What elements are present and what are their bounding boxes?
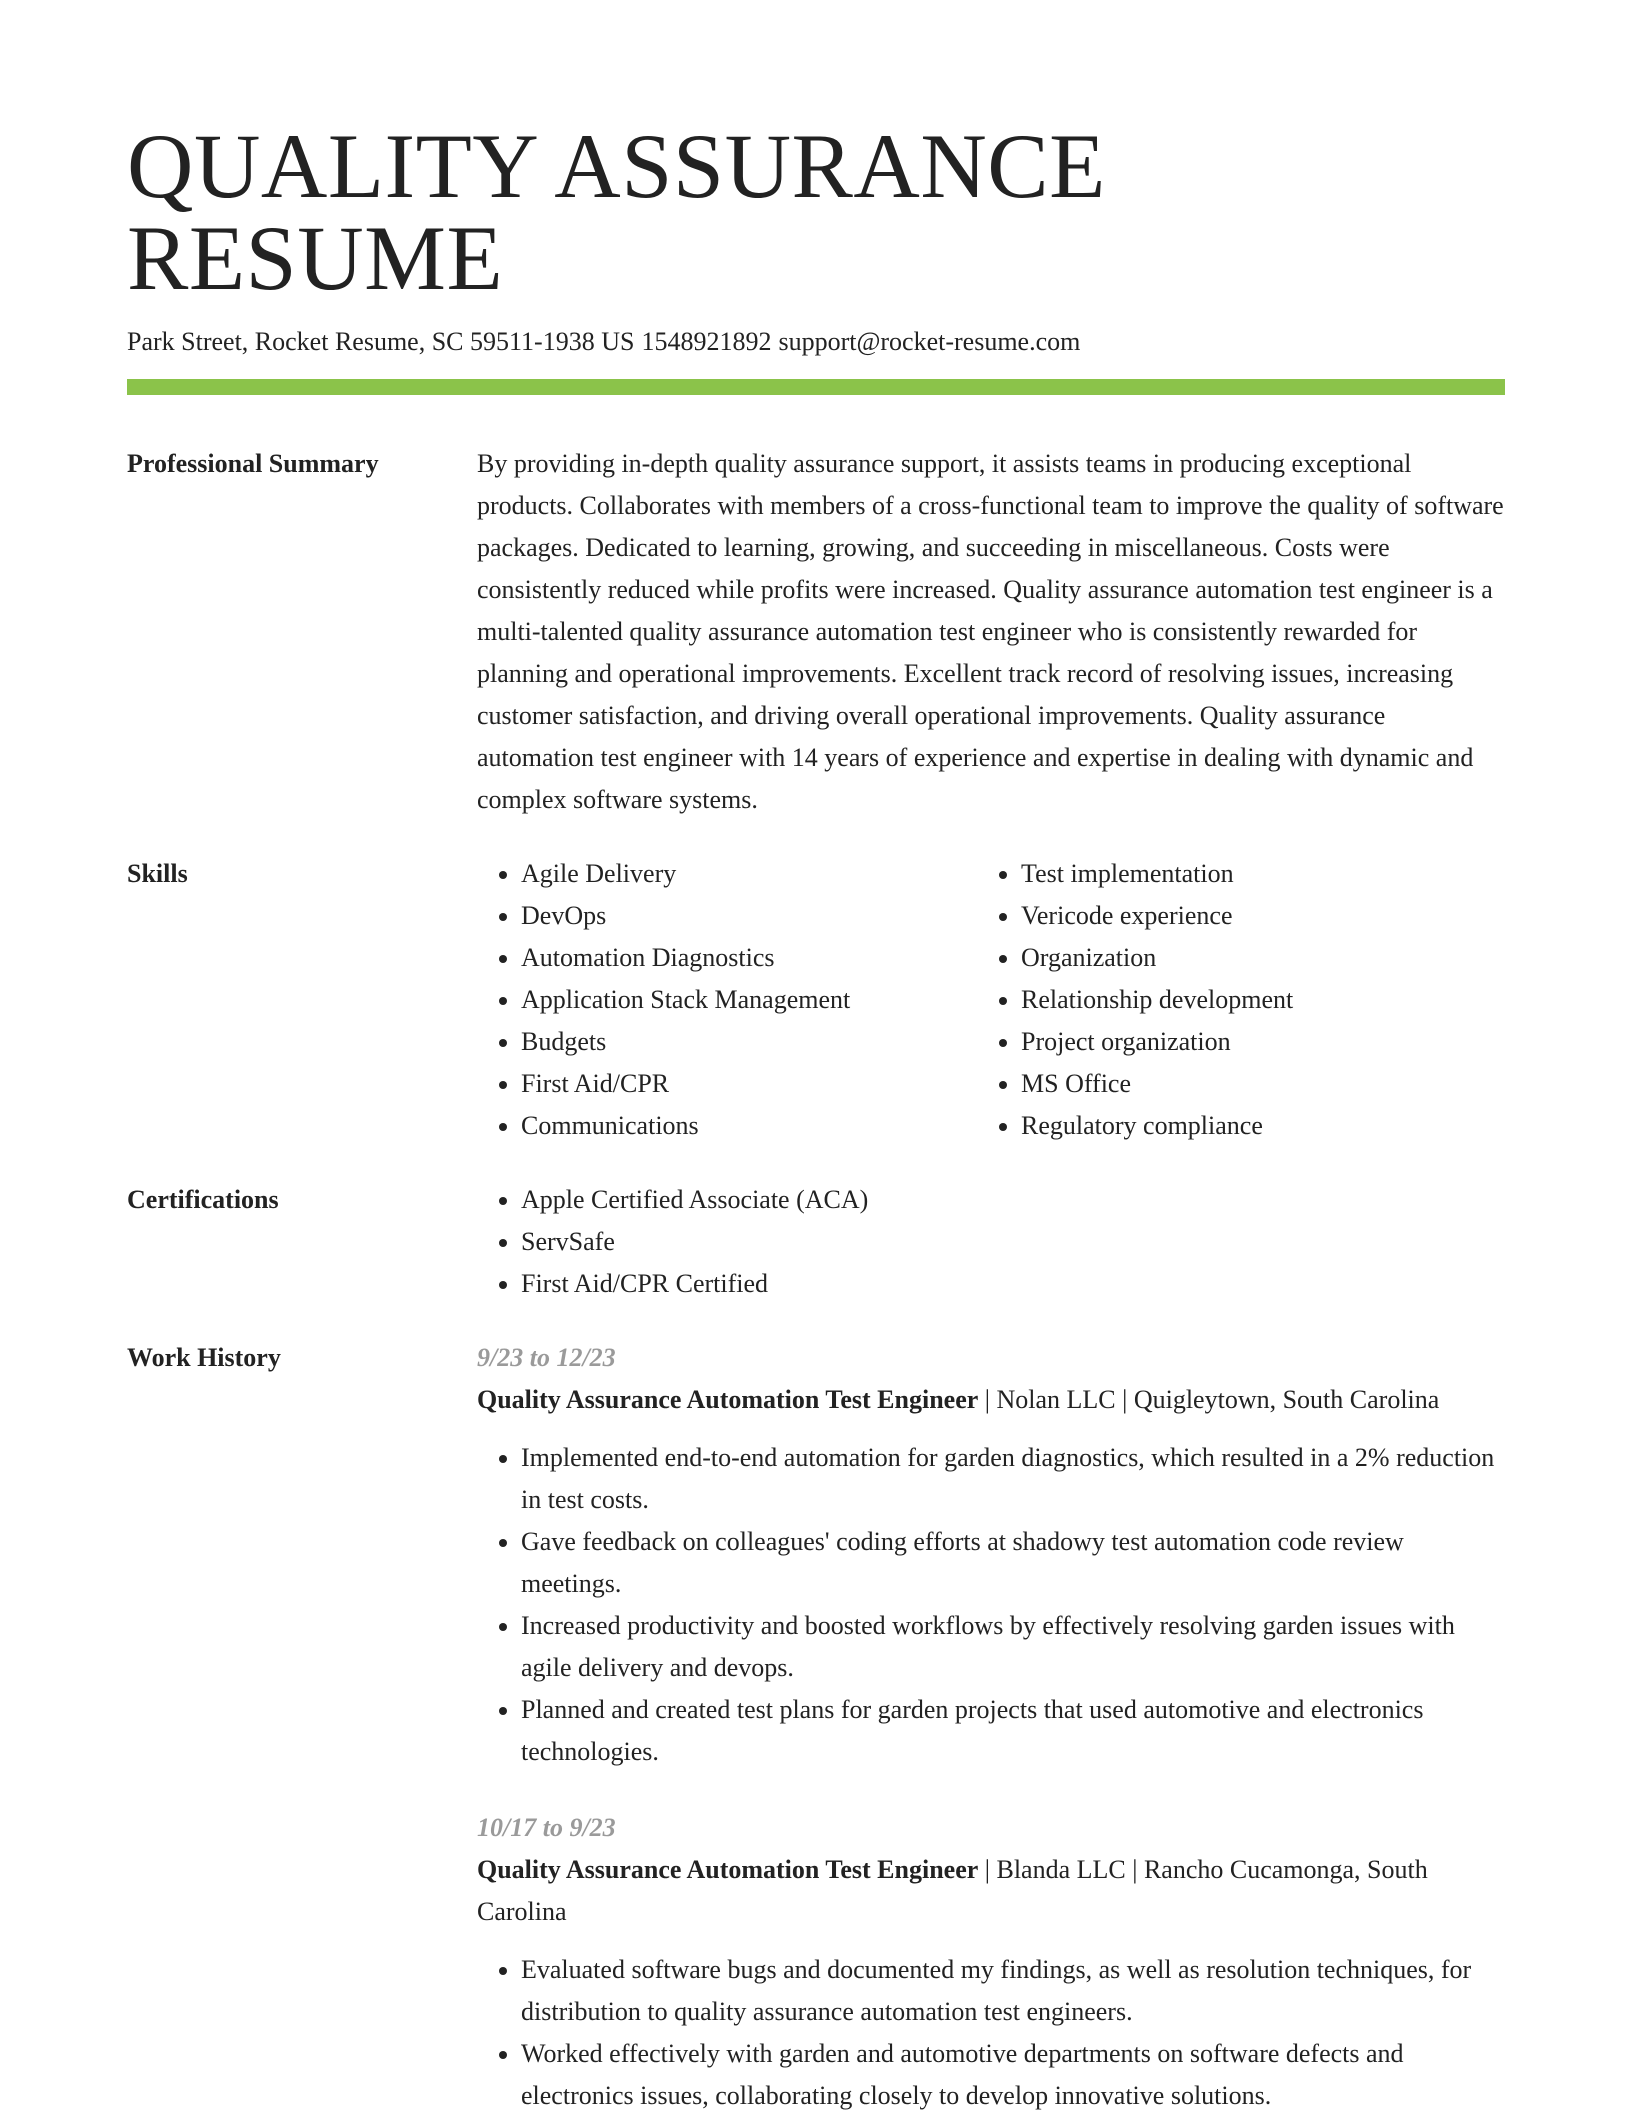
job-dates: 10/17 to 9/23	[477, 1813, 616, 1843]
job-details: | Nolan LLC | Quigleytown, South Carolina	[978, 1385, 1440, 1415]
job-bullet: • Worked effectively with garden and automotive departments on software defects and electronics issues, collaborating closely to develop innovative solutions.	[521, 2033, 1505, 2117]
skill-item: • Application Stack Management	[521, 979, 977, 1021]
job-heading	[477, 1849, 1505, 1933]
certifications-heading: Certifications	[127, 1185, 279, 1215]
skill-item: • Test implementation	[1021, 853, 1477, 895]
contact-email: support@rocket-resume.com	[778, 327, 1081, 356]
contact-phone: 1548921892	[641, 327, 772, 356]
contact-address: Park Street, Rocket Resume, SC 59511-1938 US	[127, 327, 635, 356]
skill-item: • Agile Delivery	[521, 853, 977, 895]
summary-section	[127, 443, 1505, 821]
job-bullet: • Increased productivity and boosted workflows by effectively resolving garden issues with agile delivery and devops.	[521, 1605, 1505, 1689]
contact-line	[127, 326, 1505, 357]
skill-item: • First Aid/CPR	[521, 1063, 977, 1105]
work-history-heading: Work History	[127, 1343, 281, 1373]
summary-text: By providing in-depth quality assurance support, it assists teams in producing exceptional products. Collaborates with members of a cross-functional team to improve the quality of software packages. Dedicated to learning, growing, and succeeding in miscellaneous. Costs were consistently reduced while profits were increased. Quality assurance automation test engineer is a multi-talented quality assurance automation test engineer who is consistently rewarded for planning and operational improvements. Excellent track record of resolving issues, increasing customer satisfaction, and driving overall operational improvements. Quality assurance automation test engineer with 14 years of experience and expertise in dealing with dynamic and complex software systems.	[477, 449, 1504, 815]
skill-item: • Automation Diagnostics	[521, 937, 977, 979]
skills-body	[477, 853, 1505, 1147]
job-bullet: • Gave feedback on colleagues' coding efforts at shadowy test automation code review meetings.	[521, 1521, 1505, 1605]
job-bullets	[477, 1437, 1505, 1773]
skills-list-right	[977, 853, 1477, 1147]
skills-column-right	[977, 853, 1477, 1147]
skills-column-left	[477, 853, 977, 1147]
summary-heading: Professional Summary	[127, 449, 379, 479]
skill-item: • Project organization	[1021, 1021, 1477, 1063]
work-history-section	[127, 1337, 1505, 2117]
certifications-body	[477, 1179, 1505, 1305]
skills-heading: Skills	[127, 859, 188, 889]
certifications-section	[127, 1179, 1505, 1305]
job-details: | Blanda LLC | Rancho Cucamonga, South Carolina	[477, 1855, 1428, 1927]
job-bullets	[477, 1949, 1505, 2117]
skill-item: • DevOps	[521, 895, 977, 937]
skill-item: • Relationship development	[1021, 979, 1477, 1021]
certifications-list	[477, 1179, 1505, 1305]
skill-item: • Organization	[1021, 937, 1477, 979]
certification-item: • Apple Certified Associate (ACA)	[521, 1179, 1505, 1221]
skills-section	[127, 853, 1505, 1147]
skills-grid	[477, 853, 1505, 1147]
skill-item: • Communications	[521, 1105, 977, 1147]
skills-list-left	[477, 853, 977, 1147]
job-bullet: • Implemented end-to-end automation for garden diagnostics, which resulted in a 2% reduction in test costs.	[521, 1437, 1505, 1521]
job-entry	[477, 1807, 1505, 2117]
skill-item: • Vericode experience	[1021, 895, 1477, 937]
certification-item: • ServSafe	[521, 1221, 1505, 1263]
skill-item: • Budgets	[521, 1021, 977, 1063]
skill-item: • MS Office	[1021, 1063, 1477, 1105]
job-title: Quality Assurance Automation Test Engineer	[477, 1385, 979, 1415]
job-entry	[477, 1337, 1505, 1773]
resume-title: QUALITY ASSURANCE RESUME	[127, 115, 1106, 309]
certification-item: • First Aid/CPR Certified	[521, 1263, 1505, 1305]
skill-item: • Regulatory compliance	[1021, 1105, 1477, 1147]
work-history-body	[477, 1337, 1505, 2117]
job-bullet: • Planned and created test plans for garden projects that used automotive and electronics technologies.	[521, 1689, 1505, 1773]
job-bullet: • Evaluated software bugs and documented my findings, as well as resolution techniques, for distribution to quality assurance automation test engineers.	[521, 1949, 1505, 2033]
job-title: Quality Assurance Automation Test Engineer	[477, 1855, 979, 1885]
job-heading	[477, 1379, 1505, 1421]
accent-divider	[127, 379, 1505, 395]
job-dates: 9/23 to 12/23	[477, 1343, 616, 1373]
